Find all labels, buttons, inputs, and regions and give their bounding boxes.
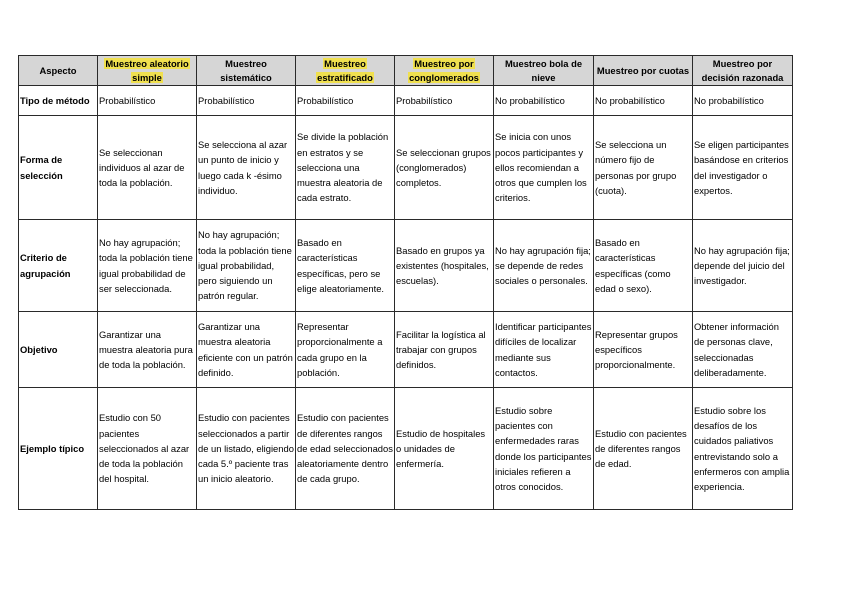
table-cell: Estudio con pacientes de diferentes rangos de edad seleccionados aleatoriamente dentro de cada grupo.: [296, 388, 395, 510]
table-body: [19, 86, 793, 510]
row-label-objetivo: Objetivo: [19, 312, 98, 388]
highlight-mark: Muestreo estratificado: [317, 57, 373, 83]
sampling-comparison-table: [18, 55, 793, 510]
table-row: [19, 220, 793, 312]
table-cell: Estudio sobre pacientes con enfermedades raras donde los participantes iniciales refieren a otros conocidos.: [494, 388, 594, 510]
table-cell: Representar grupos específicos proporcionalmente.: [594, 312, 693, 388]
highlight-mark: Muestreo por conglomerados: [409, 57, 479, 83]
table-cell: Estudio sobre los desafíos de los cuidados paliativos entrevistando solo a enfermeros con amplia experiencia.: [693, 388, 793, 510]
table-cell: Garantizar una muestra aleatoria eficiente con un patrón definido.: [197, 312, 296, 388]
table-cell: No hay agrupación fija; depende del juicio del investigador.: [693, 220, 793, 312]
header-cell-decision-razonada: Muestreo por decisión razonada: [693, 56, 793, 86]
table-cell: Basado en grupos ya existentes (hospitales, escuelas).: [395, 220, 494, 312]
header-cell-estratificado: [296, 56, 395, 86]
header-cell-cuotas: Muestreo por cuotas: [594, 56, 693, 86]
table-cell: Garantizar una muestra aleatoria pura de toda la población.: [98, 312, 197, 388]
table-cell: Se seleccionan individuos al azar de toda la población.: [98, 116, 197, 220]
table-cell: Estudio de hospitales o unidades de enfermería.: [395, 388, 494, 510]
table-cell: Basado en características específicas, pero se elige aleatoriamente.: [296, 220, 395, 312]
table-cell: Facilitar la logística al trabajar con grupos definidos.: [395, 312, 494, 388]
table-cell: Se divide la población en estratos y se selecciona una muestra aleatoria de cada estrato.: [296, 116, 395, 220]
table-cell: Se eligen participantes basándose en criterios del investigador o expertos.: [693, 116, 793, 220]
header-cell-aleatorio-simple: [98, 56, 197, 86]
table-cell: Identificar participantes difíciles de localizar mediante sus contactos.: [494, 312, 594, 388]
row-label-ejemplo-tipico: Ejemplo típico: [19, 388, 98, 510]
table-cell: Probabilístico: [395, 86, 494, 116]
table-cell: Estudio con 50 pacientes seleccionados al azar de toda la población del hospital.: [98, 388, 197, 510]
table-cell: Obtener información de personas clave, seleccionadas deliberadamente.: [693, 312, 793, 388]
table-cell: Se selecciona al azar un punto de inicio y luego cada k -ésimo individuo.: [197, 116, 296, 220]
table-cell: Se inicia con unos pocos participantes y ellos recomiendan a otros que cumplen los criterios.: [494, 116, 594, 220]
table-cell: No hay agrupación; toda la población tiene igual probabilidad de ser seleccionada.: [98, 220, 197, 312]
table-cell: Probabilístico: [98, 86, 197, 116]
table-cell: No hay agrupación fija; se depende de redes sociales o personales.: [494, 220, 594, 312]
table-cell: No probabilístico: [693, 86, 793, 116]
table-cell: No probabilístico: [494, 86, 594, 116]
table-row: [19, 86, 793, 116]
table-cell: No probabilístico: [594, 86, 693, 116]
table-cell: No hay agrupación; toda la población tiene igual probabilidad, pero siguiendo un patrón regular.: [197, 220, 296, 312]
table-cell: Se selecciona un número fijo de personas por grupo (cuota).: [594, 116, 693, 220]
table-cell: Estudio con pacientes de diferentes rangos de edad.: [594, 388, 693, 510]
table-header: [19, 56, 793, 86]
header-cell-bola-de-nieve: Muestreo bola de nieve: [494, 56, 594, 86]
table-cell: Se seleccionan grupos (conglomerados) completos.: [395, 116, 494, 220]
highlight-mark: Muestreo aleatorio simple: [105, 57, 189, 83]
table-cell: Representar proporcionalmente a cada grupo en la población.: [296, 312, 395, 388]
table-row: [19, 388, 793, 510]
table-cell: Estudio con pacientes seleccionados a partir de un listado, eligiendo cada 5.º paciente tras un inicio aleatorio.: [197, 388, 296, 510]
row-label-tipo-de-metodo: Tipo de método: [19, 86, 98, 116]
row-label-criterio-de-agrupacion: Criterio de agrupación: [19, 220, 98, 312]
header-cell-sistematico: Muestreo sistemático: [197, 56, 296, 86]
header-row: [19, 56, 793, 86]
table-cell: Probabilístico: [197, 86, 296, 116]
row-label-forma-de-seleccion: Forma de selección: [19, 116, 98, 220]
table-cell: Probabilístico: [296, 86, 395, 116]
header-cell-conglomerados: [395, 56, 494, 86]
table-row: [19, 116, 793, 220]
table-cell: Basado en características específicas (como edad o sexo).: [594, 220, 693, 312]
header-cell-aspecto: Aspecto: [19, 56, 98, 86]
table-row: [19, 312, 793, 388]
